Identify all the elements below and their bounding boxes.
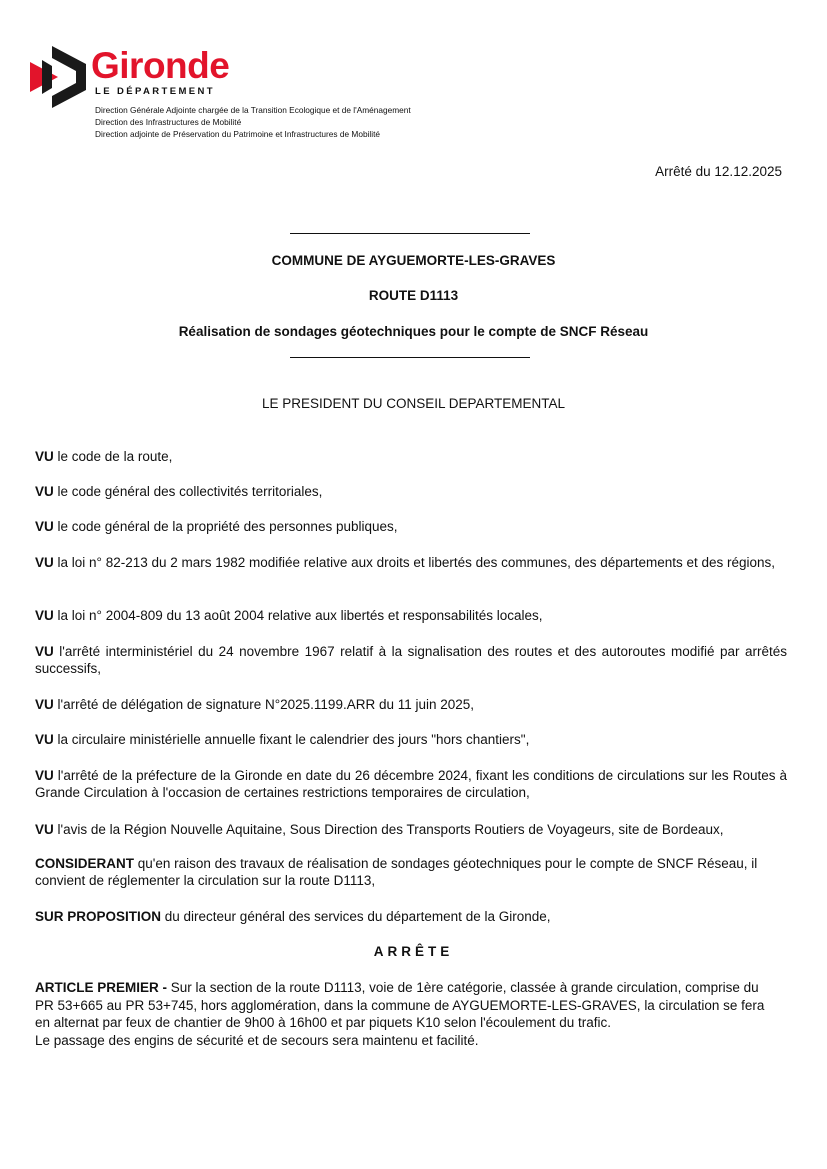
gironde-logo-icon bbox=[30, 46, 86, 108]
logo-subtitle: LE DÉPARTEMENT bbox=[95, 86, 215, 97]
subject-title: Réalisation de sondages géotechniques pour le compte de SNCF Réseau bbox=[178, 324, 649, 339]
consideration: SUR PROPOSITION du directeur général des services du département de la Gironde, bbox=[35, 909, 551, 924]
president-title: LE PRESIDENT DU CONSEIL DEPARTEMENTAL bbox=[261, 396, 566, 411]
consideration: VU la loi n° 82-213 du 2 mars 1982 modifiée relative aux droits et libertés des communes, des départements et des régions, bbox=[35, 555, 776, 570]
article-premier bbox=[35, 979, 775, 1049]
route-title: ROUTE D1113 bbox=[368, 288, 459, 303]
department-lines bbox=[95, 104, 411, 140]
consideration: VU la circulaire ministérielle annuelle fixant le calendrier des jours "hors chantiers", bbox=[35, 732, 530, 747]
article-paragraph: ARTICLE PREMIER - Sur la section de la route D1113, voie de 1ère catégorie, classée à grande circulation, comprise du PR 53+665 au PR 53+745, hors agglomération, dans la commune de AYGUEMORTE-LES-GRAVES, la circulation se fera en alternat par feux de chantier de 9h00 à 16h00 et par piquets K10 selon l'écoulement du trafic. bbox=[35, 980, 765, 1030]
consideration: CONSIDERANT qu'en raison des travaux de réalisation de sondages géotechniques pour le compte de SNCF Réseau, il convient de réglementer la circulation sur la route D1113, bbox=[35, 856, 758, 888]
consideration: VU la loi n° 2004-809 du 13 août 2004 relative aux libertés et responsabilités locales, bbox=[35, 608, 543, 623]
consideration: VU l'arrêté de délégation de signature N°2025.1199.ARR du 11 juin 2025, bbox=[35, 697, 475, 712]
commune-title: COMMUNE DE AYGUEMORTE-LES-GRAVES bbox=[271, 253, 556, 268]
logo-name: Gironde bbox=[91, 45, 230, 86]
consideration: VU le code général des collectivités territoriales, bbox=[35, 484, 323, 499]
consideration: VU l'arrêté interministériel du 24 novembre 1967 relatif à la signalisation des routes et des autoroutes modifié par arrêtés successifs, bbox=[35, 644, 787, 676]
divider bbox=[290, 357, 530, 358]
decree-date: Arrêté du 12.12.2025 bbox=[655, 164, 782, 179]
divider bbox=[290, 233, 530, 234]
consideration: VU l'avis de la Région Nouvelle Aquitaine, Sous Direction des Transports Routiers de Voyageurs, site de Bordeaux, bbox=[35, 822, 724, 837]
dept-line: Direction adjointe de Préservation du Patrimoine et Infrastructures de Mobilité bbox=[95, 129, 381, 139]
consideration: VU le code général de la propriété des personnes publiques, bbox=[35, 519, 398, 534]
article-paragraph: Le passage des engins de sécurité et de secours sera maintenu et facilité. bbox=[35, 1032, 479, 1048]
dept-line: Direction Générale Adjointe chargée de la Transition Ecologique et de l'Aménagement bbox=[95, 105, 411, 115]
arrete-title: ARRÊTE bbox=[373, 944, 454, 959]
consideration: VU l'arrêté de la préfecture de la Gironde en date du 26 décembre 2024, fixant les conditions de circulations sur les Routes à Grande Circulation à l'occasion de certaines restrictions temporaires de circulation, bbox=[35, 768, 787, 800]
consideration: VU le code de la route, bbox=[35, 449, 173, 464]
dept-line: Direction des Infrastructures de Mobilité bbox=[95, 117, 242, 127]
